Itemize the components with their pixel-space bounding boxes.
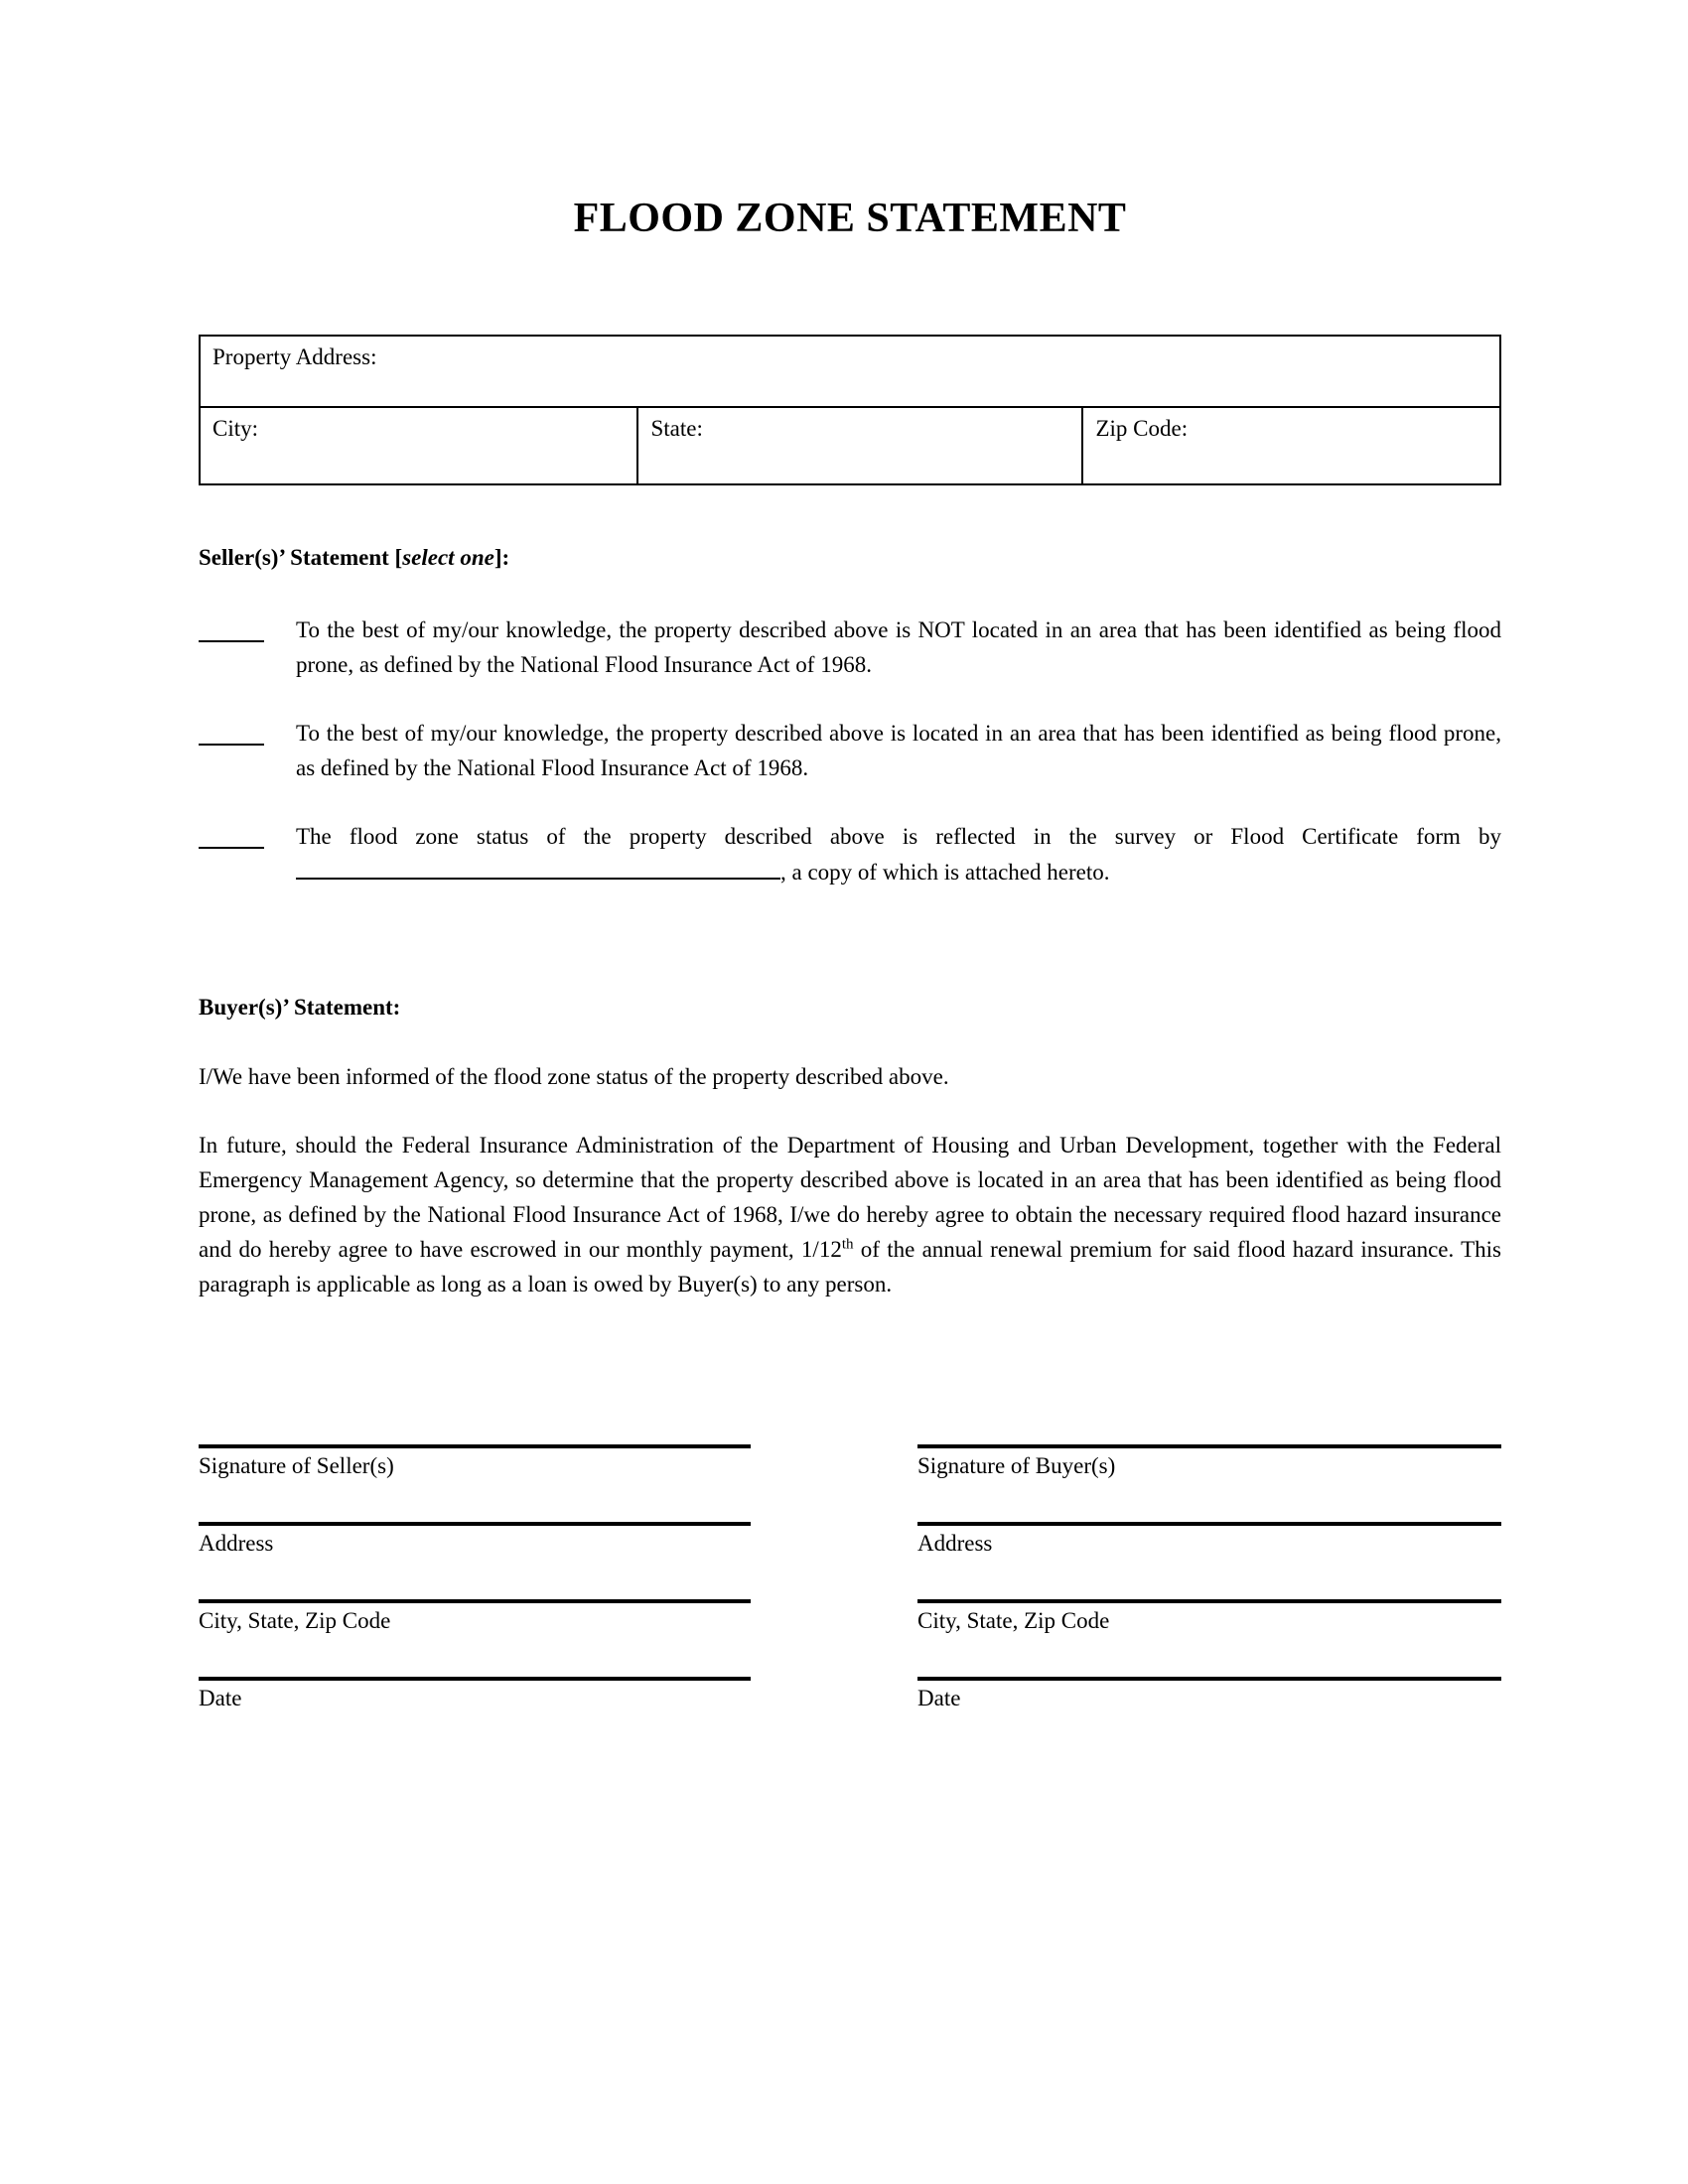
- seller-options-list: [199, 613, 1501, 889]
- seller-statement-heading: [199, 543, 1501, 573]
- option-2-select-blank-line[interactable]: [199, 716, 264, 746]
- option-3-text: [296, 819, 1501, 889]
- buyer-signature-block: [917, 1444, 1501, 1754]
- seller-date-row: [199, 1677, 751, 1713]
- buyer-signature-label: Signature of Buyer(s): [917, 1453, 1116, 1478]
- city-field[interactable]: [200, 407, 637, 484]
- option-3-text-after-blank: , a copy of which is attached hereto.: [780, 860, 1110, 885]
- option-3-text-before-blank: The flood zone status of the property described above is reflected in the survey or Flood Certificate form by: [296, 824, 1501, 849]
- seller-heading-prefix: Seller(s)’ Statement [: [199, 545, 403, 570]
- state-field[interactable]: [637, 407, 1082, 484]
- zip-code-field[interactable]: [1082, 407, 1500, 484]
- seller-signature-label: Signature of Seller(s): [199, 1453, 394, 1478]
- property-address-field[interactable]: [200, 336, 1500, 407]
- seller-option-2: [199, 716, 1501, 785]
- buyer-address-label: Address: [917, 1531, 993, 1556]
- seller-heading-suffix: ]:: [493, 545, 510, 570]
- state-label: State:: [650, 416, 703, 441]
- seller-signature-block: [199, 1444, 751, 1754]
- seller-address-row: [199, 1522, 751, 1559]
- buyer-signature-row: [917, 1444, 1501, 1481]
- buyer-informed-text: I/We have been informed of the flood zone status of the property described above.: [199, 1064, 949, 1089]
- buyer-city-state-zip-row: [917, 1599, 1501, 1636]
- agreement-text-before-sup: In future, should the Federal Insurance Administration of the Department of Housing and Urban Development, together with the Federal Emergency Management Agency, so determine that the property described above is located in an area that has been identified as being flood prone, as defined by the National Flood Insurance Act of 1968, I/we do hereby agree to obtain the necessary required flood hazard insurance and do hereby agree to have escrowed in our monthly payment, 1/12: [199, 1133, 1501, 1262]
- seller-option-3: [199, 819, 1501, 889]
- option-3-select-blank-line[interactable]: [199, 819, 264, 849]
- buyer-date-label: Date: [917, 1686, 961, 1710]
- city-label: City:: [212, 416, 259, 441]
- buyer-statement-heading: Buyer(s)’ Statement:: [199, 995, 401, 1020]
- agreement-text-after-sup: of the annual renewal premium for said flood hazard insurance. This paragraph is applicable as long as a loan is owed by Buyer(s) to any person.: [199, 1237, 1501, 1297]
- property-address-table: [199, 335, 1501, 485]
- agreement-ordinal-sup: th: [841, 1236, 854, 1253]
- document-title: FLOOD ZONE STATEMENT: [573, 196, 1127, 241]
- option-2-text: To the best of my/our knowledge, the property described above is located in an area that has been identified as being flood prone, as defined by the National Flood Insurance Act of 1968.: [296, 721, 1501, 780]
- option-1-text: To the best of my/our knowledge, the property described above is NOT located in an area that has been identified as being flood prone, as defined by the National Flood Insurance Act of 1968.: [296, 617, 1501, 677]
- seller-address-label: Address: [199, 1531, 274, 1556]
- property-address-label: Property Address:: [212, 344, 377, 369]
- zip-code-label: Zip Code:: [1095, 416, 1189, 441]
- buyer-address-row: [917, 1522, 1501, 1559]
- signature-section: [199, 1444, 1501, 1754]
- buyer-date-row: [917, 1677, 1501, 1713]
- seller-heading-select-one: select one: [402, 545, 494, 570]
- seller-city-state-zip-label: City, State, Zip Code: [199, 1608, 391, 1633]
- option-1-select-blank-line[interactable]: [199, 613, 264, 642]
- seller-signature-row: [199, 1444, 751, 1481]
- buyer-city-state-zip-label: City, State, Zip Code: [917, 1608, 1110, 1633]
- seller-option-1: [199, 613, 1501, 682]
- seller-city-state-zip-row: [199, 1599, 751, 1636]
- seller-date-label: Date: [199, 1686, 242, 1710]
- certificate-form-by-blank-line[interactable]: [296, 854, 780, 880]
- buyer-agreement-paragraph: [199, 1128, 1501, 1301]
